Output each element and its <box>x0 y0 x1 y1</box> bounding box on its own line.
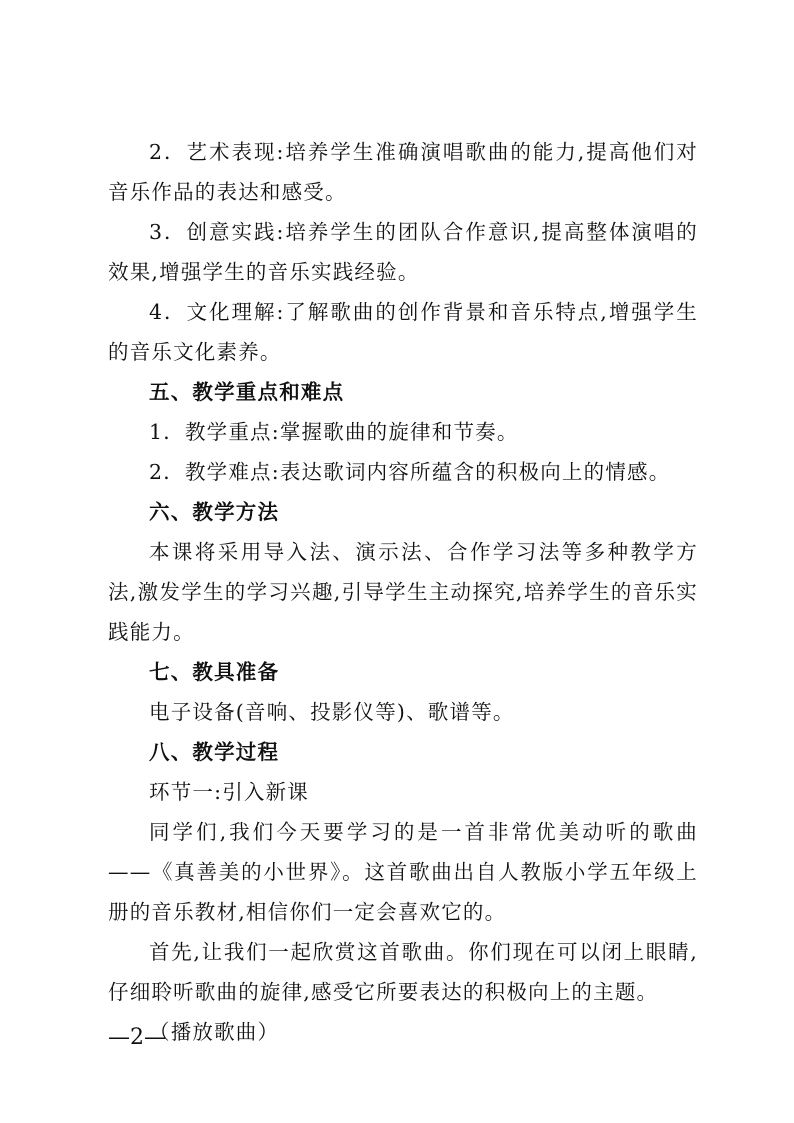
materials-paragraph: 电子设备(音响、投影仪等)、歌谱等。 <box>149 700 515 724</box>
section-heading-process: 八、教学过程 <box>149 740 280 764</box>
listening-paragraph: 首先,让我们一起欣赏这首歌曲。你们现在可以闭上眼睛,仔细聆听歌曲的旋律,感受它所要表达的积极向上的主题。 <box>108 940 698 1004</box>
section-heading-key-points: 五、教学重点和难点 <box>149 380 345 404</box>
page-number: —2— <box>108 1025 166 1050</box>
document-body <box>108 132 698 1052</box>
process-step-title: 环节一:引入新课 <box>149 780 310 804</box>
section-heading-materials: 七、教具准备 <box>149 660 280 684</box>
play-song-note: （播放歌曲） <box>149 1020 280 1044</box>
objective-cultural-understanding: 4．文化理解:了解歌曲的创作背景和音乐特点,增强学生的音乐文化素养。 <box>108 300 698 364</box>
key-point-item: 1．教学重点:掌握歌曲的旋律和节奏。 <box>149 420 519 444</box>
introduction-paragraph: 同学们,我们今天要学习的是一首非常优美动听的歌曲——《真善美的小世界》。这首歌曲出自人教版小学五年级上册的音乐教材,相信你们一定会喜欢它的。 <box>108 820 698 924</box>
teaching-methods-paragraph: 本课将采用导入法、演示法、合作学习法等多种教学方法,激发学生的学习兴趣,引导学生主动探究,培养学生的音乐实践能力。 <box>108 540 698 644</box>
difficulty-item: 2．教学难点:表达歌词内容所蕴含的积极向上的情感。 <box>149 460 671 484</box>
section-heading-methods: 六、教学方法 <box>149 500 280 524</box>
objective-creative-practice: 3．创意实践:培养学生的团队合作意识,提高整体演唱的效果,增强学生的音乐实践经验。 <box>108 220 698 284</box>
objective-artistic-expression: 2．艺术表现:培养学生准确演唱歌曲的能力,提高他们对音乐作品的表达和感受。 <box>108 140 698 204</box>
